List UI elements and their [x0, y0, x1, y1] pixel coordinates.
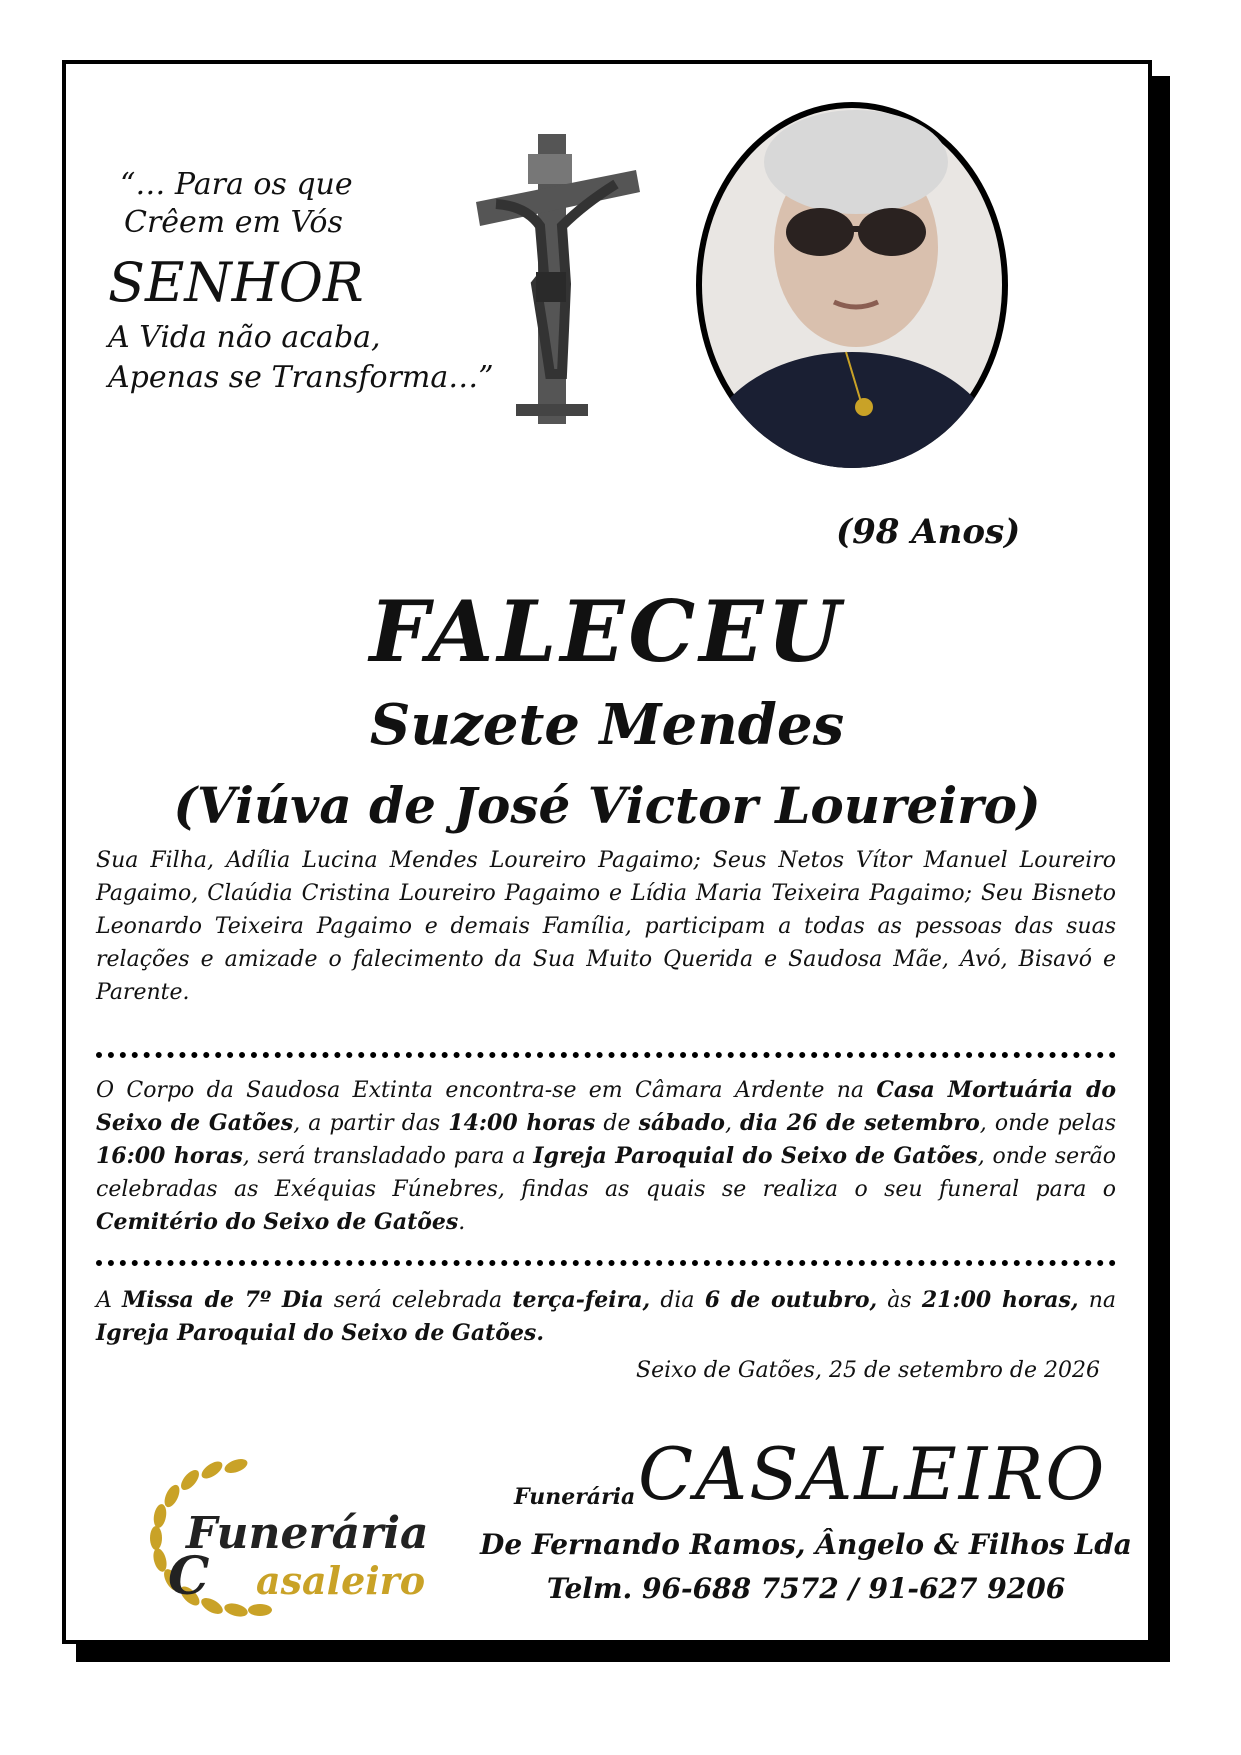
crucifix-icon: [466, 134, 646, 424]
funeral-text: , será transladado para a: [242, 1144, 534, 1169]
footer-company: De Fernando Ramos, Ângelo & Filhos Lda: [480, 1528, 1132, 1561]
quote-line-5: Apenas se Transforma…”: [108, 360, 494, 395]
obituary-frame: [62, 60, 1152, 1644]
funeral-text: .: [458, 1210, 466, 1235]
mass-text: A: [96, 1288, 123, 1313]
mass-time: 21:00 horas,: [921, 1287, 1079, 1313]
mass-paragraph: [96, 1284, 1116, 1350]
footer-prefix: Funerária: [514, 1484, 636, 1510]
funeral-cemetery: Cemitério do Seixo de Gatões: [96, 1209, 459, 1235]
footer-phone: Telm. 96-688 7572 / 91-627 9206: [546, 1572, 1066, 1605]
quote-line-2: Crêem em Vós: [124, 205, 343, 240]
funeral-date: dia 26 de setembro: [740, 1110, 980, 1136]
funeral-place: Casa Mortuária do Seixo de Gatões: [96, 1077, 1116, 1136]
funeral-text: , a partir das: [293, 1111, 449, 1136]
funeral-text: , onde pelas: [979, 1111, 1117, 1136]
logo-line-1: Funerária: [186, 1508, 429, 1559]
funeral-start-time: 14:00 horas: [448, 1110, 596, 1136]
logo-initial: C: [168, 1546, 210, 1607]
age-label: (98 Anos): [836, 512, 1021, 552]
widow-of: (Viúva de José Victor Loureiro): [173, 776, 1041, 835]
mass-text: será celebrada: [323, 1288, 513, 1313]
mass-church: Igreja Paroquial do Seixo de Gatões.: [96, 1320, 544, 1346]
deceased-name: Suzete Mendes: [369, 692, 845, 758]
mass-text: na: [1078, 1288, 1117, 1313]
quote-line-3: SENHOR: [108, 251, 364, 314]
funeral-text: de: [595, 1111, 639, 1136]
funeral-text: , onde serão celebradas as Exéquias Fúnebres, findas as quais se realiza o seu funeral para o: [96, 1144, 1117, 1202]
mass-weekday: terça-feira,: [512, 1287, 651, 1313]
dotted-divider: [96, 1260, 1116, 1266]
funeral-text: O Corpo da Saudosa Extinta encontra-se em Câmara Ardente na: [96, 1078, 877, 1103]
funeral-church: Igreja Paroquial do Seixo de Gatões: [533, 1143, 978, 1169]
family-paragraph: Sua Filha, Adília Lucina Mendes Loureiro Pagaimo; Seus Netos Vítor Manuel Loureiro Pagaimo, Claúdia Cristina Loureiro Pagaimo e Lídia Maria Teixeira Pagaimo; Seu Bisneto Leonardo Teixeira Pagaimo e demais Família, participam a todas as pessoas das suas relações e amizade o falecimento da Sua Muito Querida e Saudosa Mãe, Avó, Bisavó e Parente.: [96, 848, 1116, 1005]
scripture-quote: [108, 166, 508, 398]
quote-line-1: “… Para os que: [120, 167, 353, 202]
dotted-divider: [96, 1052, 1116, 1058]
heading-faleceu: FALECEU: [369, 582, 845, 681]
funeral-transfer-time: 16:00 horas: [96, 1143, 243, 1169]
mass-title: Missa de 7º Dia: [122, 1287, 324, 1313]
portrait-illustration: [696, 102, 1008, 468]
funeral-paragraph: [96, 1074, 1116, 1239]
funeral-home-logo: [116, 1444, 446, 1634]
funeral-weekday: sábado: [638, 1110, 725, 1136]
funeral-text: ,: [724, 1111, 741, 1136]
mass-date: 6 de outubro,: [704, 1287, 878, 1313]
mass-text: às: [877, 1288, 922, 1313]
quote-line-4: A Vida não acaba,: [108, 320, 381, 355]
footer-brand: CASALEIRO: [638, 1432, 1107, 1516]
logo-line-2: asaleiro: [256, 1558, 426, 1603]
deceased-photo: [696, 102, 1008, 468]
place-date: Seixo de Gatões, 25 de setembro de 2026: [636, 1358, 1100, 1383]
mass-text: dia: [650, 1288, 705, 1313]
